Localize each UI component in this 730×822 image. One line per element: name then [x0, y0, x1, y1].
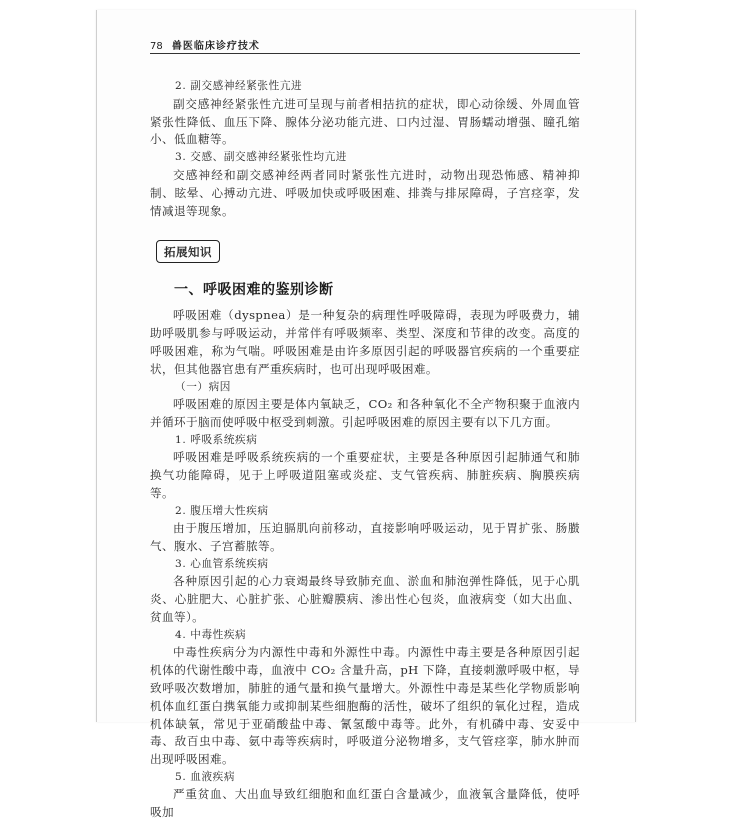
- extended-knowledge-badge: 拓展知识: [156, 240, 220, 263]
- paragraph-blood: 严重贫血、大出血导致红细胞和血红蛋白含量减少，血液氧含量降低，使呼吸加: [150, 787, 580, 820]
- subheading-both: 3. 交感、副交感神经紧张性均亢进: [175, 151, 347, 164]
- header-rule: [150, 53, 580, 54]
- book-title: 兽医临床诊疗技术: [171, 41, 260, 52]
- subheading-abdominal: 2. 腹压增大性疾病: [175, 504, 269, 517]
- subheading-respiratory: 1. 呼吸系统疾病: [175, 433, 258, 446]
- section-title: 一、呼吸困难的鉴别诊断: [174, 282, 334, 299]
- running-header: [150, 37, 580, 52]
- paragraph-parasympathetic: 副交感神经紧张性亢进可呈现与前者相拮抗的症状，即心动徐缓、外周血管紧张性降低、血压下降、腺体分泌功能亢进、口内过湿、胃肠蠕动增强、瞳孔缩小、低血糖等。: [150, 96, 580, 147]
- paragraph-poisoning: 中毒性疾病分为内源性中毒和外源性中毒。内源性中毒主要是各种原因引起机体的代谢性酸中毒，血液中 CO₂ 含量升高，pH 下降，直接刺激呼吸中枢，导致呼吸次数增加，肺脏的通气量和换气量增大。外源性中毒是某些化学物质影响机体血红蛋白携氧能力或抑制某些细胞酶的活性，破坏了组织的氧化过程，造成机体缺氧，常见于亚硝酸盐中毒、氰氢酸中毒等。此外，有机磷中毒、安妥中毒、敌百虫中毒、氨中毒等疾病时，呼吸道分泌物增多，支气管痉挛，肺水肿而出现呼吸困难。: [150, 645, 580, 767]
- paragraph-abdominal: 由于腹压增加，压迫膈肌向前移动，直接影响呼吸运动，见于胃扩张、肠臌气、腹水、子宫蓄脓等。: [150, 521, 580, 554]
- page-content: [150, 78, 580, 822]
- paragraph-both: 交感神经和副交感神经两者同时紧张性亢进时，动物出现恐怖感、精神抑制、眩晕、心搏动亢进、呼吸加快或呼吸困难、排粪与排尿障碍，子宫痉挛，发情减退等现象。: [150, 167, 580, 218]
- paragraph-cardiovascular: 各种原因引起的心力衰竭最终导致肺充血、淤血和肺泡弹性降低，见于心肌炎、心脏肥大、心脏扩张、心脏瓣膜病、渗出性心包炎，血液病变（如大出血、贫血等）。: [150, 574, 580, 625]
- page-number: 78: [150, 41, 163, 52]
- subheading-parasympathetic: 2. 副交感神经紧张性亢进: [175, 80, 303, 92]
- paragraph-causes: 呼吸困难的原因主要是体内氧缺乏，CO₂ 和各种氧化不全产物积聚于血液内并循环于脑而使呼吸中枢受到刺激。引起呼吸困难的原因主要有以下几方面。: [150, 397, 580, 430]
- subheading-blood: 5. 血液疾病: [175, 770, 236, 783]
- subheading-poisoning: 4. 中毒性疾病: [175, 628, 247, 641]
- paragraph-intro: 呼吸困难（dyspnea）是一种复杂的病理性呼吸障碍，表现为呼吸费力，辅助呼吸肌参与呼吸运动，并常伴有呼吸频率、类型、深度和节律的改变。高度的呼吸困难，称为气喘。呼吸困难是由许多原因引起的呼吸器官疾病的一个重要症状，但其他器官患有严重疾病时，也可出现呼吸困难。: [150, 308, 580, 376]
- subheading-causes: （一）病因: [175, 380, 231, 393]
- subheading-cardiovascular: 3. 心血管系统疾病: [175, 557, 269, 570]
- paragraph-respiratory: 呼吸困难是呼吸系统疾病的一个重要症状，主要是各种原因引起肺通气和肺换气功能障碍，见于上呼吸道阻塞或炎症、支气管疾病、肺脏疾病、胸膜疾病等。: [150, 450, 580, 501]
